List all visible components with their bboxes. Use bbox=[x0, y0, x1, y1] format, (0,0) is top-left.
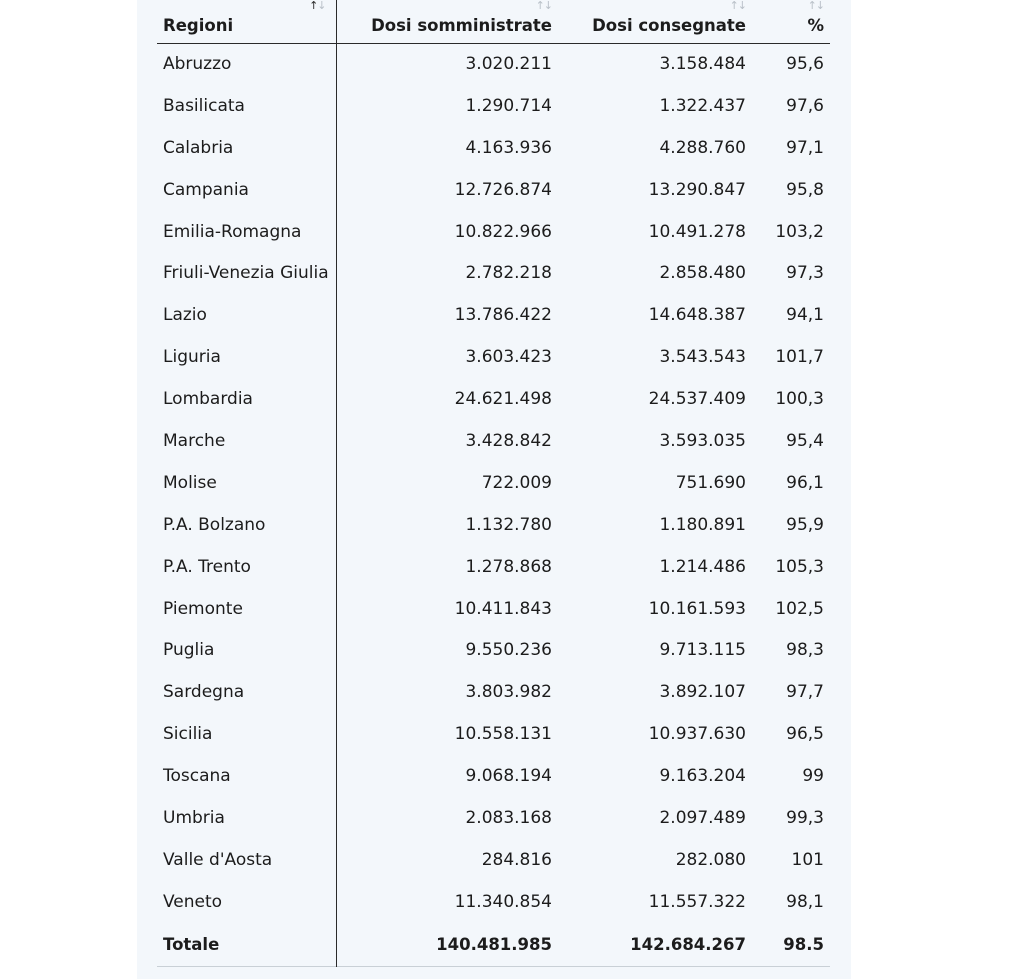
cell-percent: 102,5 bbox=[775, 598, 824, 619]
cell-delivered: 3.158.484 bbox=[659, 54, 746, 75]
cell-percent: 95,8 bbox=[786, 179, 824, 200]
cell-region: P.A. Trento bbox=[157, 546, 336, 588]
cell-percent: 105,3 bbox=[775, 556, 824, 577]
cell-administered: 3.603.423 bbox=[465, 347, 552, 368]
cell-region: Abruzzo bbox=[157, 43, 336, 85]
cell-region: Lombardia bbox=[157, 378, 336, 420]
cell-region: P.A. Bolzano bbox=[157, 504, 336, 546]
total-percent: 98.5 bbox=[783, 934, 824, 954]
column-header-regioni[interactable] bbox=[157, 0, 336, 43]
cell-percent: 99,3 bbox=[786, 807, 824, 828]
cell-administered: 3.020.211 bbox=[465, 54, 552, 75]
cell-delivered: 1.322.437 bbox=[659, 95, 746, 116]
cell-region: Lazio bbox=[157, 294, 336, 336]
table-row bbox=[157, 881, 830, 923]
cell-percent: 103,2 bbox=[775, 221, 824, 242]
cell-delivered: 9.163.204 bbox=[659, 766, 746, 787]
cell-percent: 97,3 bbox=[786, 263, 824, 284]
cell-percent: 99 bbox=[802, 766, 824, 787]
cell-percent: 97,6 bbox=[786, 95, 824, 116]
table-row bbox=[157, 211, 830, 253]
cell-administered: 4.163.936 bbox=[465, 137, 552, 158]
table-row bbox=[157, 839, 830, 881]
total-delivered: 142.684.267 bbox=[630, 934, 746, 954]
cell-percent: 95,4 bbox=[786, 430, 824, 451]
cell-percent: 100,3 bbox=[775, 389, 824, 410]
table-row bbox=[157, 588, 830, 630]
cell-administered: 10.822.966 bbox=[454, 221, 552, 242]
cell-percent: 97,1 bbox=[786, 137, 824, 158]
cell-region: Veneto bbox=[157, 881, 336, 923]
cell-region: Valle d'Aosta bbox=[157, 839, 336, 881]
cell-administered: 11.340.854 bbox=[454, 891, 552, 912]
table-row bbox=[157, 378, 830, 420]
cell-percent: 96,1 bbox=[786, 472, 824, 493]
cell-region: Sardegna bbox=[157, 671, 336, 713]
cell-administered: 1.132.780 bbox=[465, 514, 552, 535]
column-header-label: Dosi consegnate bbox=[592, 15, 746, 35]
cell-delivered: 3.543.543 bbox=[659, 347, 746, 368]
total-label: Totale bbox=[157, 923, 336, 967]
cell-delivered: 2.858.480 bbox=[659, 263, 746, 284]
cell-administered: 2.782.218 bbox=[465, 263, 552, 284]
cell-delivered: 2.097.489 bbox=[659, 807, 746, 828]
table-row bbox=[157, 504, 830, 546]
cell-region: Sicilia bbox=[157, 713, 336, 755]
cell-percent: 98,3 bbox=[786, 640, 824, 661]
cell-delivered: 9.713.115 bbox=[659, 640, 746, 661]
sort-arrows-icon[interactable]: ↑↓ bbox=[535, 0, 552, 12]
cell-region: Liguria bbox=[157, 336, 336, 378]
cell-percent: 101,7 bbox=[775, 347, 824, 368]
cell-delivered: 1.214.486 bbox=[659, 556, 746, 577]
cell-percent: 95,9 bbox=[786, 514, 824, 535]
cell-delivered: 3.593.035 bbox=[659, 430, 746, 451]
table-row bbox=[157, 671, 830, 713]
cell-region: Umbria bbox=[157, 797, 336, 839]
cell-administered: 2.083.168 bbox=[465, 807, 552, 828]
cell-region: Calabria bbox=[157, 127, 336, 169]
cell-delivered: 4.288.760 bbox=[659, 137, 746, 158]
cell-region: Toscana bbox=[157, 755, 336, 797]
cell-administered: 1.290.714 bbox=[465, 95, 552, 116]
table-row bbox=[157, 462, 830, 504]
cell-delivered: 11.557.322 bbox=[648, 891, 746, 912]
cell-percent: 94,1 bbox=[786, 305, 824, 326]
cell-delivered: 24.537.409 bbox=[648, 389, 746, 410]
cell-region: Campania bbox=[157, 169, 336, 211]
cell-region: Basilicata bbox=[157, 85, 336, 127]
column-header-percent[interactable] bbox=[752, 0, 830, 43]
cell-delivered: 3.892.107 bbox=[659, 682, 746, 703]
cell-region: Emilia-Romagna bbox=[157, 211, 336, 253]
cell-region: Piemonte bbox=[157, 588, 336, 630]
cell-administered: 12.726.874 bbox=[454, 179, 552, 200]
cell-administered: 284.816 bbox=[481, 849, 552, 870]
table-row bbox=[157, 127, 830, 169]
cell-region: Friuli-Venezia Giulia bbox=[157, 252, 336, 294]
header-row bbox=[157, 0, 830, 43]
column-header-label: Regioni bbox=[163, 15, 234, 35]
cell-delivered: 282.080 bbox=[675, 849, 746, 870]
table-row bbox=[157, 169, 830, 211]
cell-delivered: 10.491.278 bbox=[648, 221, 746, 242]
table-row bbox=[157, 713, 830, 755]
table-row bbox=[157, 629, 830, 671]
cell-delivered: 13.290.847 bbox=[648, 179, 746, 200]
table-row bbox=[157, 336, 830, 378]
cell-administered: 10.558.131 bbox=[454, 724, 552, 745]
table-row bbox=[157, 85, 830, 127]
table-row bbox=[157, 43, 830, 85]
cell-percent: 96,5 bbox=[786, 724, 824, 745]
cell-region: Marche bbox=[157, 420, 336, 462]
cell-percent: 101 bbox=[791, 849, 824, 870]
table-row bbox=[157, 755, 830, 797]
cell-administered: 24.621.498 bbox=[454, 389, 552, 410]
column-header-dosi-consegnate[interactable] bbox=[558, 0, 752, 43]
cell-delivered: 14.648.387 bbox=[648, 305, 746, 326]
cell-region: Puglia bbox=[157, 629, 336, 671]
cell-administered: 13.786.422 bbox=[454, 305, 552, 326]
total-administered: 140.481.985 bbox=[436, 934, 552, 954]
cell-percent: 97,7 bbox=[786, 682, 824, 703]
column-header-dosi-somministrate[interactable] bbox=[336, 0, 558, 43]
total-row bbox=[157, 923, 830, 967]
table-row bbox=[157, 546, 830, 588]
table-row bbox=[157, 252, 830, 294]
cell-percent: 95,6 bbox=[786, 54, 824, 75]
cell-delivered: 10.937.630 bbox=[648, 724, 746, 745]
cell-administered: 3.428.842 bbox=[465, 430, 552, 451]
sort-arrows-icon[interactable]: ↑↓ bbox=[309, 0, 326, 12]
column-header-label: Dosi somministrate bbox=[371, 15, 552, 35]
cell-administered: 9.068.194 bbox=[465, 766, 552, 787]
cell-administered: 10.411.843 bbox=[454, 598, 552, 619]
table-row bbox=[157, 420, 830, 462]
table-row bbox=[157, 294, 830, 336]
cell-delivered: 751.690 bbox=[675, 472, 746, 493]
cell-delivered: 10.161.593 bbox=[648, 598, 746, 619]
cell-percent: 98,1 bbox=[786, 891, 824, 912]
cell-administered: 3.803.982 bbox=[465, 682, 552, 703]
cell-administered: 9.550.236 bbox=[465, 640, 552, 661]
cell-administered: 1.278.868 bbox=[465, 556, 552, 577]
sort-arrows-icon[interactable]: ↑↓ bbox=[807, 0, 824, 12]
sort-arrows-icon[interactable]: ↑↓ bbox=[729, 0, 746, 12]
cell-administered: 722.009 bbox=[481, 472, 552, 493]
cell-delivered: 1.180.891 bbox=[659, 514, 746, 535]
table-row bbox=[157, 797, 830, 839]
column-header-label: % bbox=[807, 15, 824, 35]
cell-region: Molise bbox=[157, 462, 336, 504]
vaccine-doses-table bbox=[157, 0, 830, 967]
